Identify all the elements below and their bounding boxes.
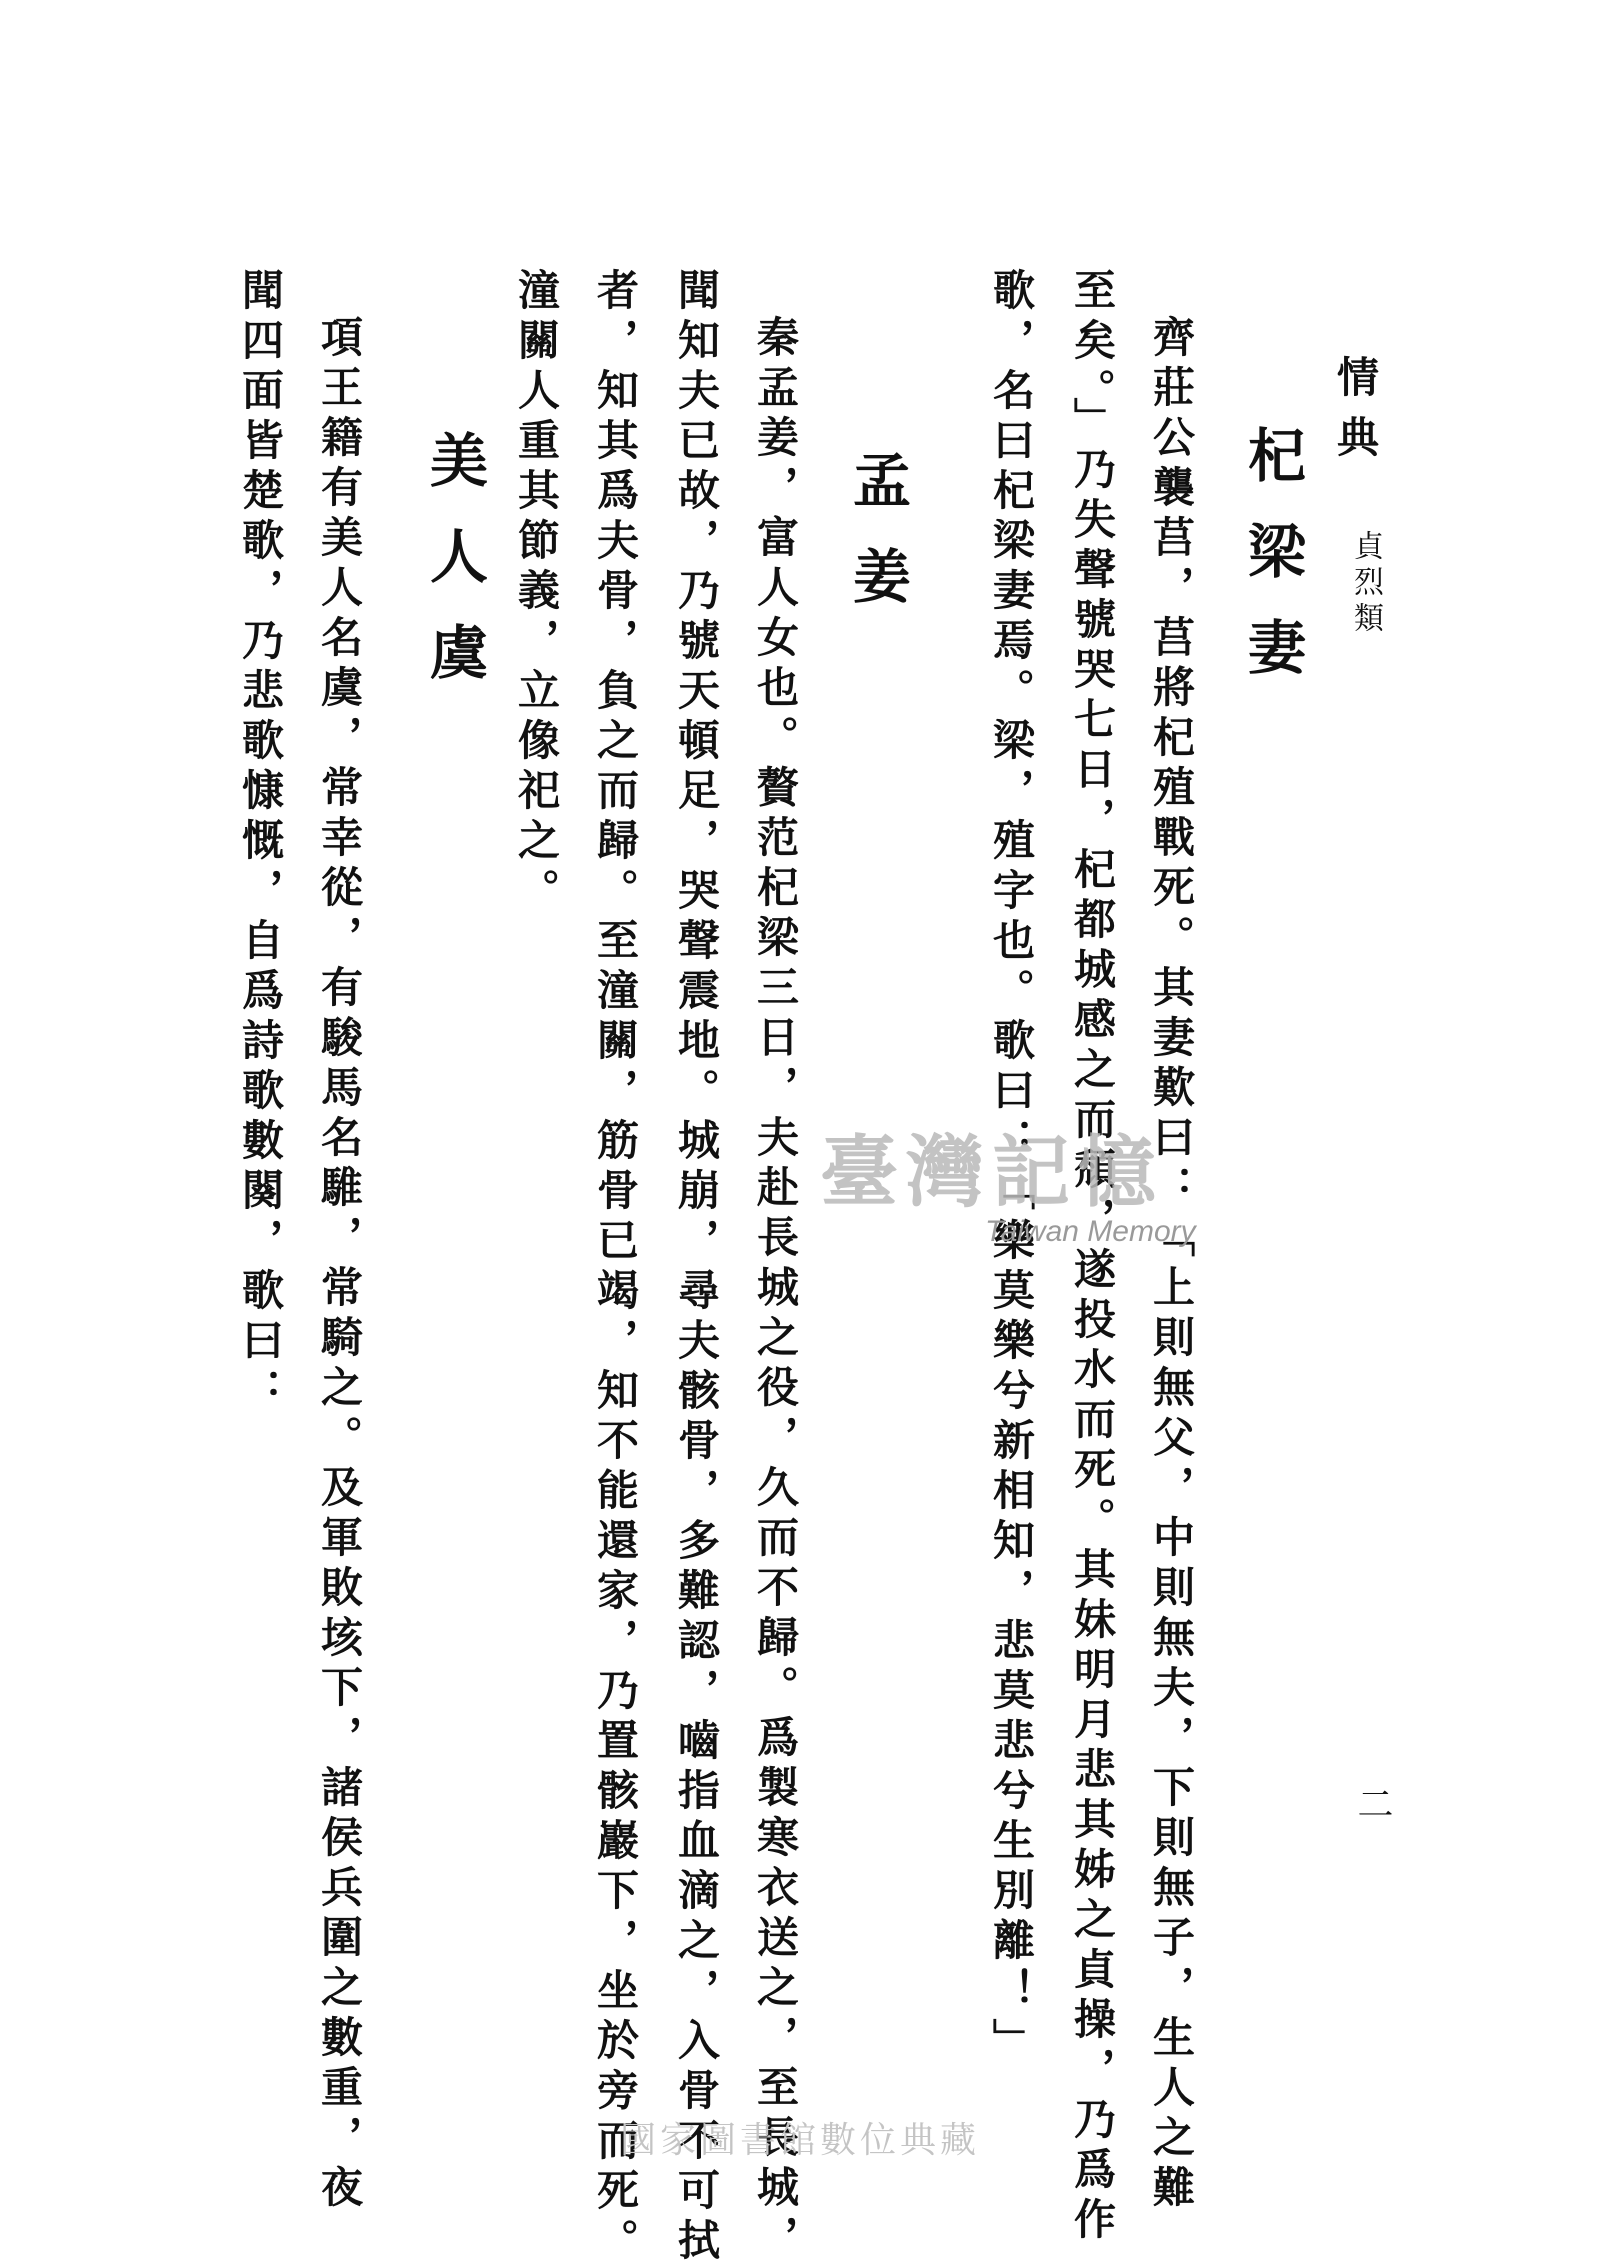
watermark-subtitle: Taiwan Memory <box>985 1215 1196 1248</box>
running-head: 情典 <box>1331 355 1380 475</box>
page-number: 二 <box>1352 1785 1393 1821</box>
text-line: 齊莊公襲莒，莒將杞殖戰死。其妻歎曰：「上則無父，中則無夫，下則無子，生人之難 <box>1147 315 1196 2215</box>
text-line: 歌，名曰杞梁妻焉。梁，殖字也。歌曰：「樂莫樂兮新相知，悲莫悲兮生別離！」 <box>987 268 1036 2068</box>
text-line: 至矣。」乃失聲號哭七日，杞都城感之而頹，遂投水而死。其妹明月悲其姊之貞操，乃爲作 <box>1068 268 1117 2247</box>
category-label: 貞烈類 <box>1348 530 1383 638</box>
text-line: 聞知夫已故，乃號天頓足，哭聲震地。城崩，尋夫骸骨，多難認，嚙指血滴之，入骨不可拭 <box>672 268 721 2268</box>
watermark-logo: 臺灣記憶 <box>820 1127 1165 1218</box>
section-title: 杞梁妻 <box>1238 425 1306 713</box>
text-line: 聞四面皆楚歌，乃悲歌慷慨，自爲詩歌數闋，歌曰： <box>236 268 285 1418</box>
text-line: 者，知其爲夫骨，負之而歸。至潼關，筋骨已竭，知不能還家，乃置骸巖下，坐於旁而死。 <box>591 268 640 2268</box>
text-line: 秦孟姜，富人女也。贅范杞梁三日，夫赴長城之役，久而不歸。爲製寒衣送之，至長城， <box>751 315 800 2265</box>
footer-credit: 國家圖書館數位典藏 <box>619 2120 980 2161</box>
text-line: 項王籍有美人名虞，常幸從，有駿馬名騅，常騎之。及軍敗垓下，諸侯兵圍之數重，夜 <box>315 315 364 2215</box>
text-line: 潼關人重其節義，立像祀之。 <box>512 268 561 918</box>
section-title: 孟姜 <box>843 450 911 642</box>
section-title: 美人虞 <box>420 430 488 718</box>
